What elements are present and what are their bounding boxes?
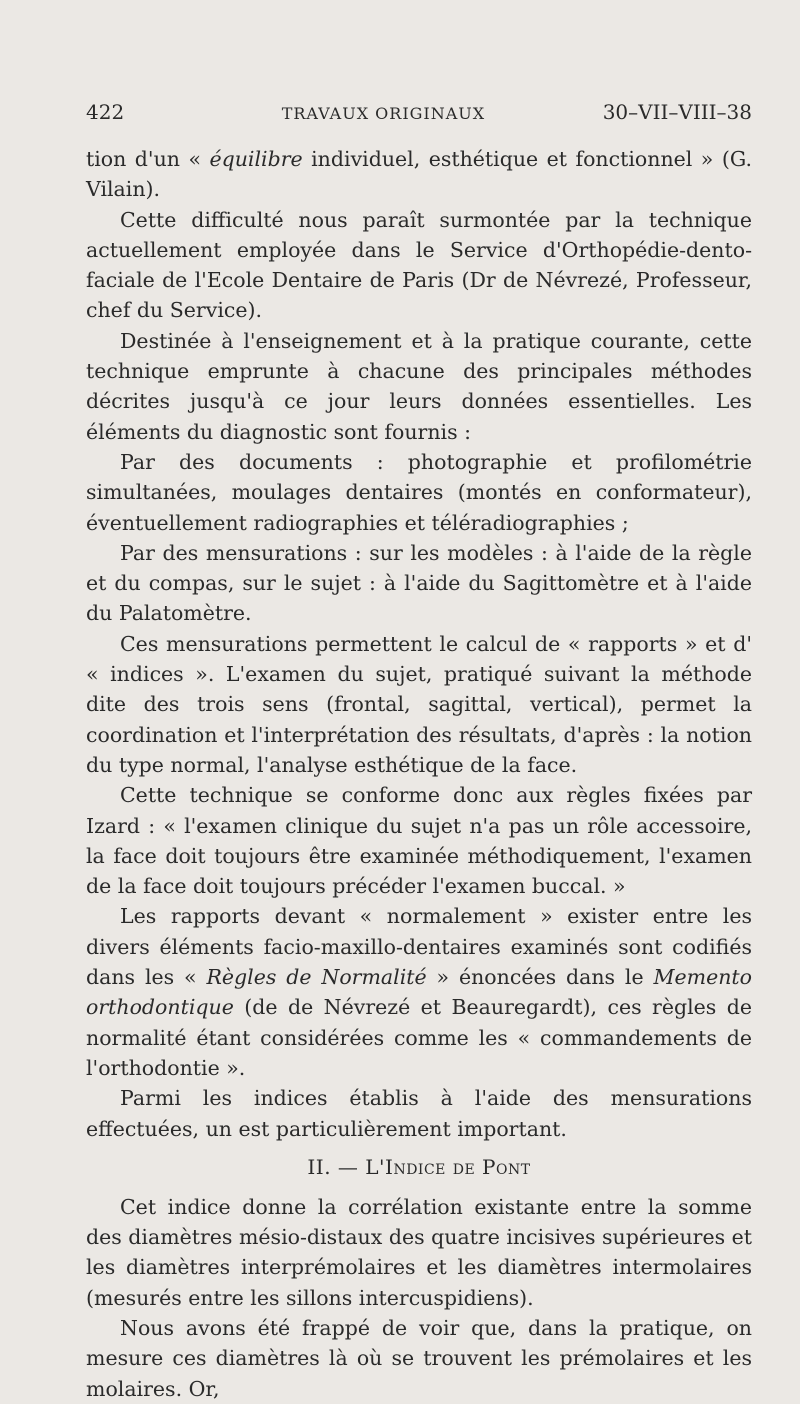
paragraph: Cette technique se conforme donc aux règles fixées par Izard : « l'examen clinique du sujet n'a pas un rôle accessoire, la face doit toujours être examinée méthodiquement, l'examen de la face doit toujours précéder l'examen buccal. » [86, 783, 752, 899]
paragraph: Destinée à l'enseignement et à la pratique courante, cette technique emprunte à chacune des principales méthodes décrites jusqu'à ce jour leurs données essentielles. Les éléments du diagnostic sont fournis : [86, 328, 752, 444]
paragraph: Ces mensurations permettent le calcul de « rapports » et d' « indices ». L'examen du sujet, pratiqué suivant la méthode dite des trois sens (frontal, sagittal, vertical), permet la coordination et l'interprétation des résultats, d'après : la notion du type normal, l'analyse esthétique de la face. [86, 631, 752, 777]
paragraph: Cette difficulté nous paraît surmontée par la technique actuellement employée dans le Service d'Orthopédie-dento-faciale de l'Ecole Dentaire de Paris (Dr de Névrezé, Professeur, chef du Service). [86, 207, 752, 323]
body-text [86, 144, 752, 1404]
paragraph: tion d'un « équilibre individuel, esthétique et fonctionnel » (G. Vilain). [86, 147, 752, 202]
paragraph: Nous avons été frappé de voir que, dans la pratique, on mesure ces diamètres là où se trouvent les prémolaires et les molaires. Or, [86, 1315, 752, 1401]
running-title: TRAVAUX ORIGINAUX [281, 104, 486, 123]
paragraph: Par des documents : photographie et profilométrie simultanées, moulages dentaires (montés en conformateur), éventuellement radiographies et téléradiographies ; [86, 449, 752, 535]
paragraph: Par des mensurations : sur les modèles : à l'aide de la règle et du compas, sur le sujet : à l'aide du Sagittomètre et à l'aide du Palatomètre. [86, 540, 752, 626]
paragraph: Parmi les indices établis à l'aide des mensurations effectuées, un est particulièrement important. [86, 1086, 752, 1141]
paragraph: Les rapports devant « normalement » exister entre les divers éléments facio-maxillo-dentaires examinés sont codifiés dans les « Règles de Normalité » énoncées dans le Memento orthodontique (de de Névrezé et Beauregardt), ces règles de normalité étant considérées comme les « commandements de l'orthodontie ». [86, 904, 752, 1080]
running-head [86, 100, 752, 124]
section-heading: II. — L'Indice de Pont [307, 1154, 531, 1179]
issue-date: 30–VII–VIII–38 [602, 100, 752, 124]
paragraph: Cet indice donne la corrélation existante entre la somme des diamètres mésio-distaux des quatre incisives supérieures et les diamètres interprémolaires et les diamètres intermolaires (mesurés entre les sillons intercuspidiens). [86, 1194, 752, 1310]
page-number: 422 [86, 100, 125, 124]
